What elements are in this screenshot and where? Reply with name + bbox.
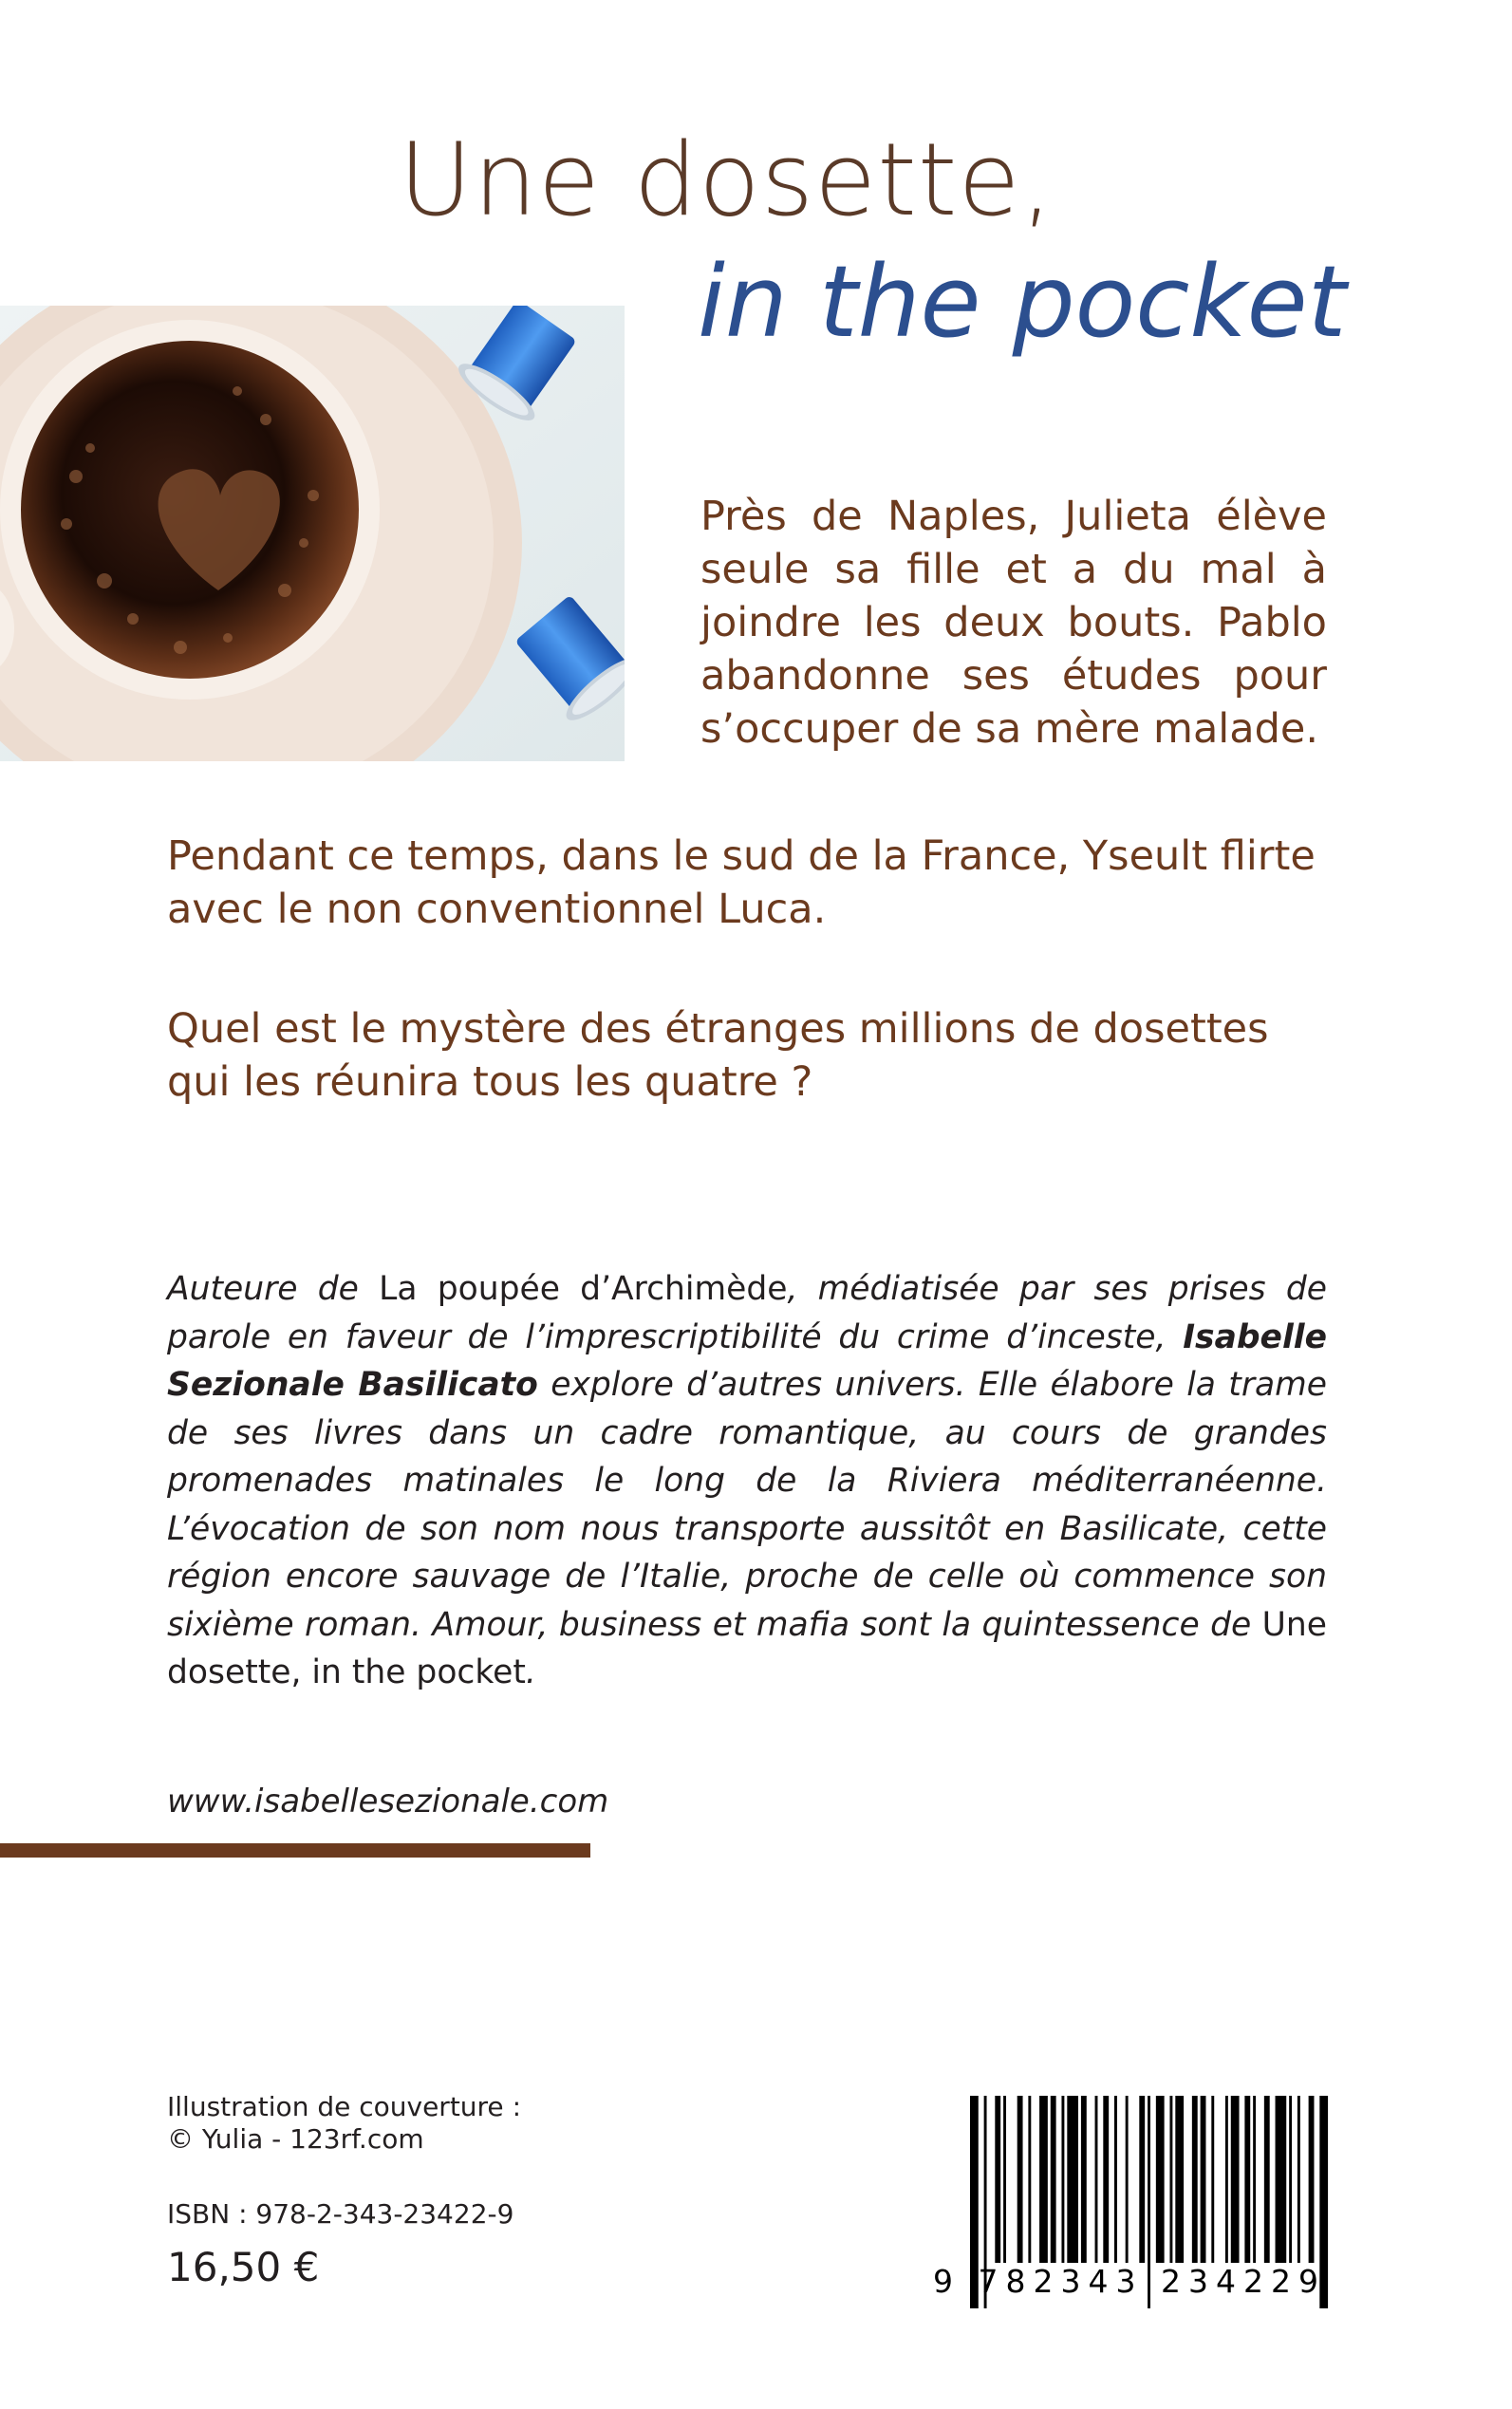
title-subtitle: in the pocket bbox=[698, 244, 1347, 360]
credit-line-1: Illustration de couverture : bbox=[167, 2091, 521, 2122]
author-bio bbox=[167, 1265, 1327, 1697]
divider-rule bbox=[0, 1843, 590, 1858]
barcode-bar bbox=[1201, 2096, 1206, 2263]
bio-text-4: . bbox=[525, 1653, 536, 1691]
credit-line-2: © Yulia - 123rf.com bbox=[167, 2123, 424, 2155]
barcode-bar bbox=[1297, 2096, 1300, 2263]
bio-book-title-1: La poupée d’Archimède bbox=[379, 1270, 788, 1308]
barcode-bar bbox=[1061, 2096, 1064, 2263]
author-website: www.isabellesezionale.com bbox=[167, 1783, 609, 1821]
barcode-digits: 9 782343 234229 bbox=[933, 2263, 1326, 2300]
barcode-bar bbox=[1067, 2096, 1078, 2263]
synopsis-paragraph-3 bbox=[167, 1002, 1335, 1109]
isbn: ISBN : 978-2-343-23422-9 bbox=[167, 2198, 514, 2230]
synopsis-paragraph-1 bbox=[700, 490, 1327, 756]
barcode-bar bbox=[1244, 2096, 1250, 2263]
barcode-bar bbox=[1039, 2096, 1048, 2263]
coffee-cup-illustration bbox=[0, 306, 625, 761]
barcode-bar bbox=[1081, 2096, 1087, 2263]
synopsis-text-3: Quel est le mystère des étranges millions de dosettes qui les réunira tous les quatre ? bbox=[167, 1005, 1269, 1106]
barcode-bar bbox=[1126, 2096, 1129, 2263]
bio-text-1: Auteure de bbox=[167, 1270, 380, 1308]
barcode-bar bbox=[1156, 2096, 1165, 2263]
bio-text-2: , médiatisée par ses prises de parole en faveur de l’imprescriptibilité du crime d’inceste, bbox=[167, 1270, 1327, 1356]
barcode-bar bbox=[1103, 2096, 1109, 2263]
barcode-bar bbox=[1175, 2096, 1184, 2263]
illustration-credit bbox=[167, 2091, 642, 2156]
barcode-bar bbox=[1289, 2096, 1292, 2263]
barcode-bar bbox=[1225, 2096, 1228, 2263]
barcode-bar bbox=[995, 2096, 1000, 2263]
synopsis-text-2: Pendant ce temps, dans le sud de la France, Yseult flirte avec le non conventionnel Luca. bbox=[167, 832, 1316, 933]
bio-author-name: Isabelle Sezionale Basilicato bbox=[167, 1317, 1327, 1404]
title-main: Une dosette, bbox=[399, 121, 1055, 238]
synopsis-text-1: Près de Naples, Julieta élève seule sa fille et a du mal à joindre les deux bouts. Pablo abandonne ses études pour s’occuper de sa mère malade. bbox=[700, 493, 1327, 753]
barcode-bar bbox=[1017, 2096, 1023, 2263]
barcode-bar bbox=[1003, 2096, 1006, 2263]
bio-text-3: explore d’autres univers. Elle élabore la trame de ses livres dans un cadre romantique, au cours de grandes promenades matinales le long de la Riviera méditerranéenne. L’évocation de son nom nous transporte aussitôt en Basilicate, cette région encore sauvage de l’Italie, proche de celle où commence son sixième roman. Amour, business et mafia sont la quintessence de bbox=[167, 1366, 1327, 1644]
barcode-bar bbox=[1051, 2096, 1056, 2263]
barcode-bar bbox=[1276, 2096, 1287, 2263]
synopsis-paragraph-2 bbox=[167, 830, 1335, 936]
barcode-bar bbox=[1211, 2096, 1214, 2263]
barcode-bar bbox=[1139, 2096, 1145, 2263]
barcode-bar bbox=[1192, 2096, 1198, 2263]
barcode-bar bbox=[1095, 2096, 1098, 2263]
cover-illustration bbox=[0, 306, 625, 761]
barcode-bar bbox=[1264, 2096, 1270, 2263]
barcode-bar bbox=[1169, 2096, 1172, 2263]
barcode-bar bbox=[1253, 2096, 1256, 2263]
barcode-bar bbox=[1309, 2096, 1315, 2263]
price: 16,50 € bbox=[167, 2244, 320, 2290]
barcode-bar bbox=[1231, 2096, 1240, 2263]
barcode-bar bbox=[1114, 2096, 1117, 2263]
bio-book-title-2: Une dosette, in the pocket bbox=[167, 1605, 1327, 1691]
barcode-bar bbox=[1028, 2096, 1031, 2263]
